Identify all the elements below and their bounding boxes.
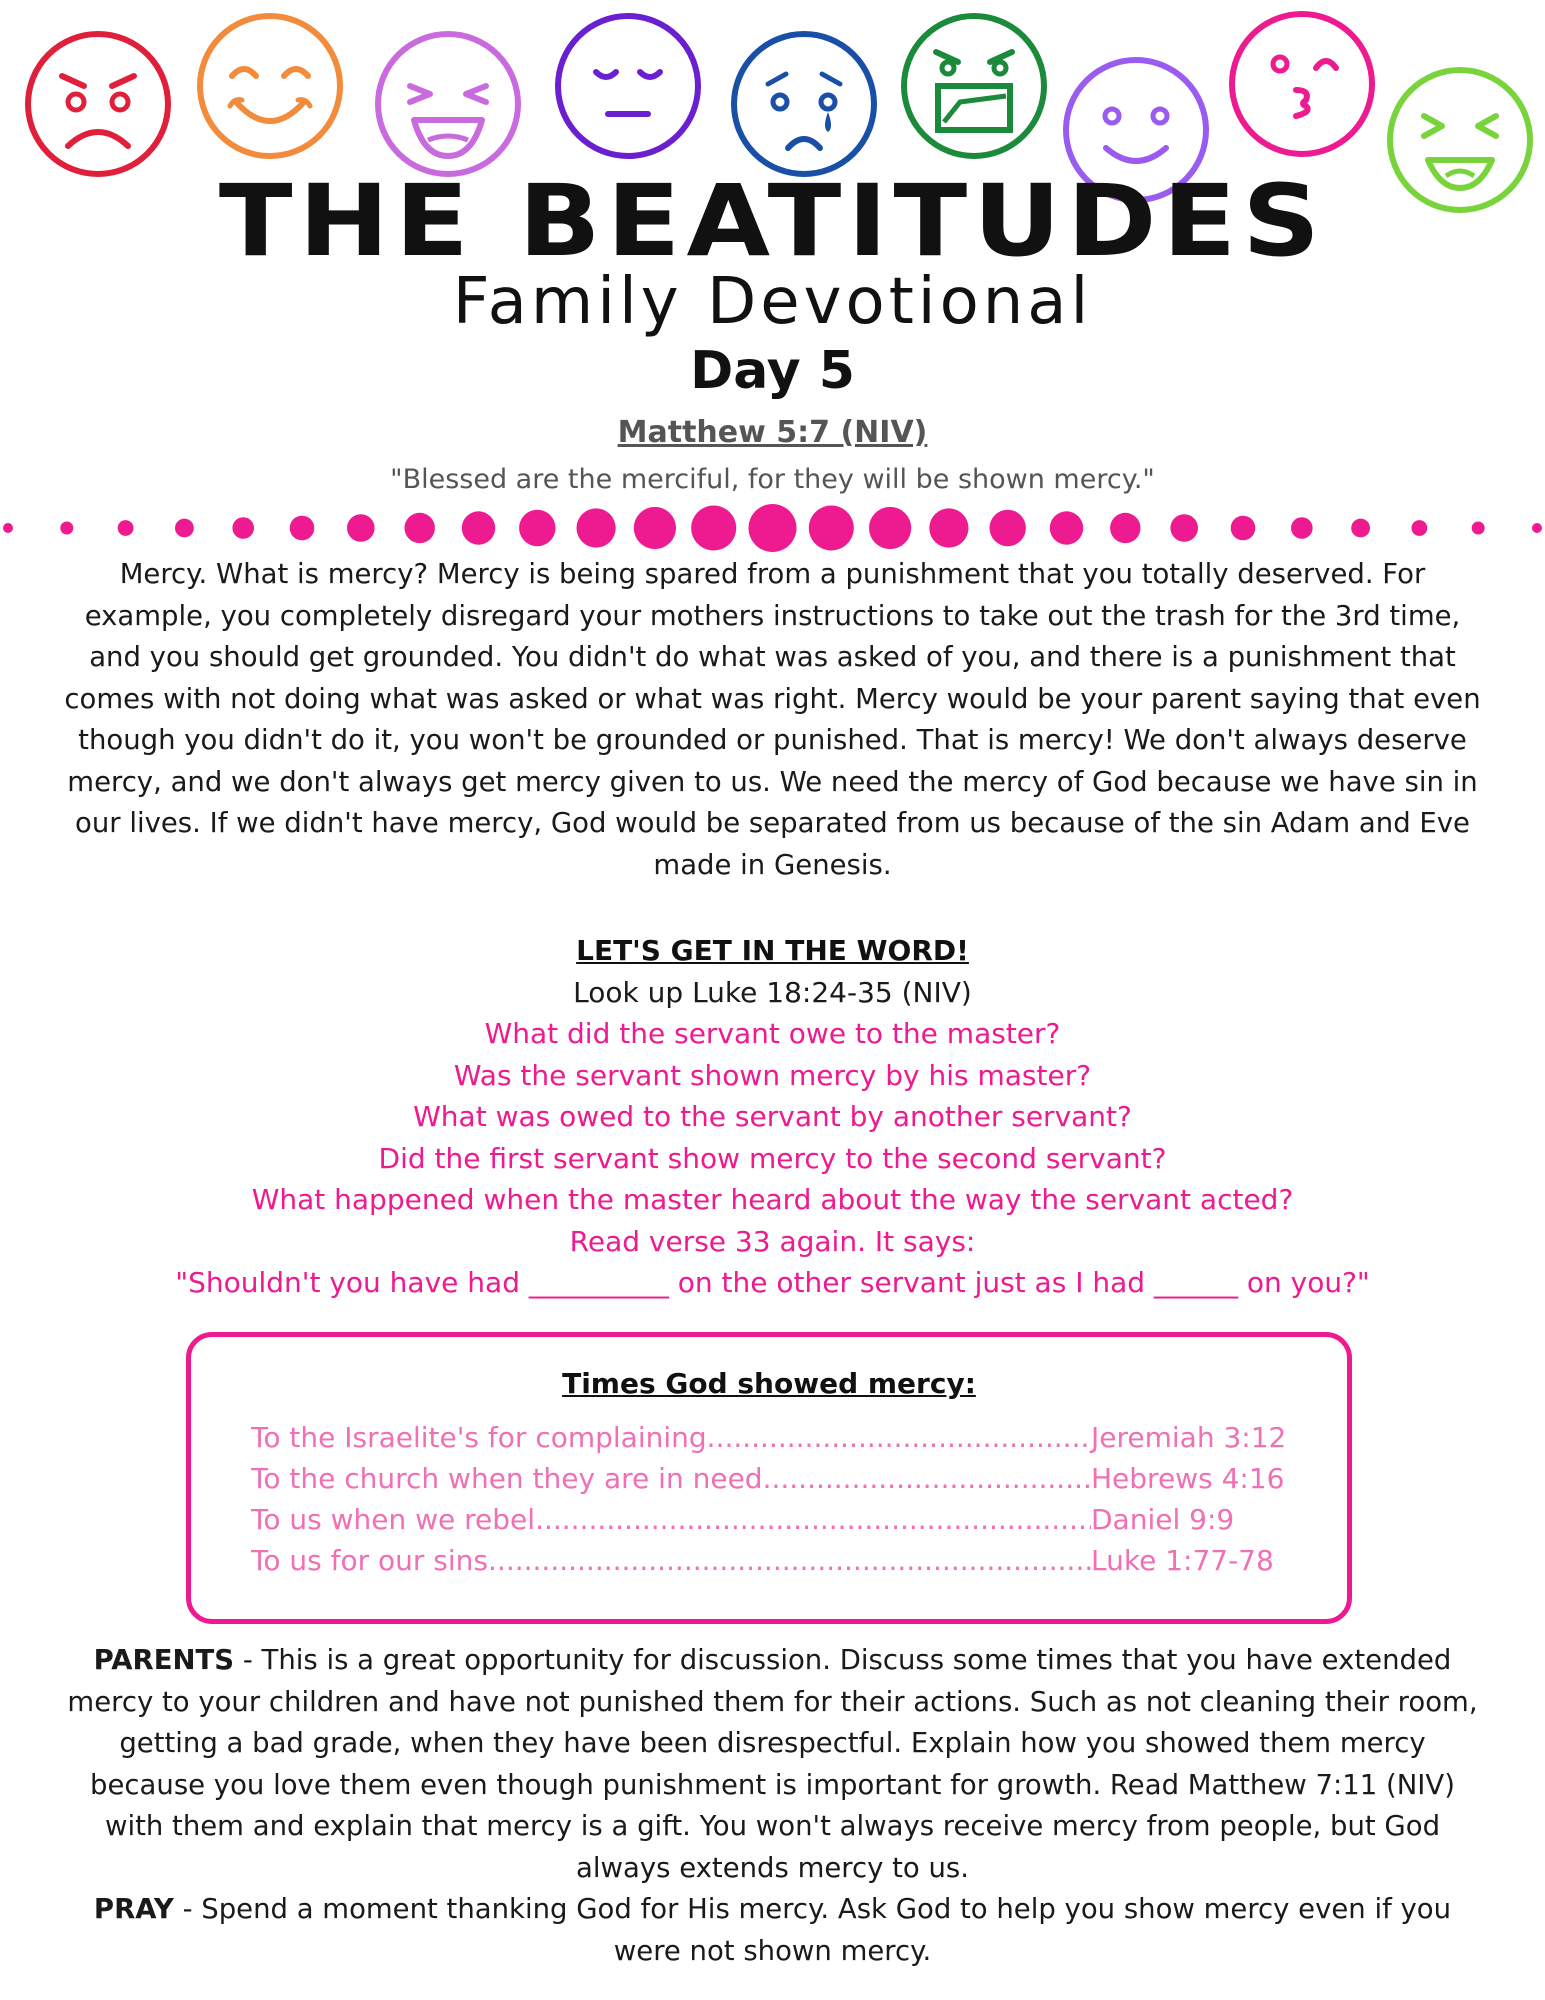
question-item: Was the servant shown mercy by his master? [453, 1058, 1092, 1092]
furious-face-icon [898, 10, 1050, 162]
page-subtitle: Family Devotional [452, 265, 1093, 339]
word-section-heading: LET'S GET IN THE WORD! [576, 934, 969, 967]
divider-dot [1412, 520, 1428, 536]
divider-dot [1351, 519, 1370, 538]
mercy-list-item [251, 1421, 1291, 1462]
mercy-list-item [251, 1544, 1291, 1585]
divider-dot [929, 508, 968, 547]
crying-face-icon [728, 28, 880, 180]
mercy-item-text: To us for our sins [251, 1544, 489, 1577]
question-item: What was owed to the servant by another servant? [413, 1100, 1132, 1133]
word-section [0, 930, 1545, 1304]
mercy-list-item [251, 1462, 1291, 1503]
divider-dot [1110, 513, 1140, 543]
divider-dot [290, 516, 315, 541]
mercy-item-reference: Daniel 9:9 [1091, 1503, 1235, 1536]
scripture-reference: Matthew 5:7 (NIV) [617, 415, 928, 450]
mercy-item-reference: Hebrews 4:16 [1091, 1462, 1285, 1495]
day-label: Day 5 [690, 341, 855, 401]
pray-label: PRAY [93, 1893, 174, 1925]
intro-paragraph: Mercy. What is mercy? Mercy is being spared from a punishment that you totally deserved. For example, you completely disregard your mothers instructions to take out the trash for the 3rd time, and you should get grounded. You didn't do what was asked of you, and there is a punishment that comes with not doing what was asked or what was right. Mercy would be your parent saying that even though you didn't do it, you won't be grounded or punished. That is mercy! We don't always deserve mercy, and we don't always get mercy given to us. We need the mercy of God because we have sin in our lives. If we didn't have mercy, God would be separated from us because of the sin Adam and Eve made in Genesis. [64, 558, 1481, 881]
question-item: "Shouldn't you have had __________ on the other servant just as I had ______ on you?" [175, 1266, 1370, 1299]
angry-face-icon [22, 28, 174, 180]
divider-dot [869, 507, 911, 549]
mercy-item-reference: Jeremiah 3:12 [1091, 1421, 1287, 1454]
question-item: Read verse 33 again. It says: [569, 1224, 976, 1258]
divider-dot [175, 519, 194, 538]
question-item: What happened when the master heard about the way the servant acted? [251, 1183, 1294, 1216]
question-item: Did the first servant show mercy to the second servant? [378, 1141, 1167, 1175]
parents-section [60, 1640, 1485, 1972]
divider-dot [990, 510, 1026, 546]
divider-dot [634, 507, 676, 549]
divider-dot [3, 523, 13, 533]
divider-dot [809, 506, 854, 551]
divider-dot [347, 514, 375, 542]
divider-dot [1291, 517, 1313, 539]
divider-dot [118, 520, 134, 536]
divider-dot [1050, 511, 1083, 544]
pray-text: - Spend a moment thanking God for His mercy. Ask God to help you show mercy even if you were not shown mercy. [173, 1893, 1452, 1967]
divider-dot [232, 517, 254, 539]
divider-dot [519, 510, 555, 546]
mercy-item-text: To the Israelite's for complaining [251, 1421, 707, 1454]
parents-label: PARENTS [93, 1644, 235, 1676]
divider-dot [1532, 523, 1542, 533]
mercy-box-heading: Times God showed mercy: [562, 1367, 976, 1400]
laughing-face-icon [372, 28, 524, 180]
divider-dot [577, 508, 616, 547]
divider-dot [60, 522, 73, 535]
mercy-list-item [251, 1503, 1291, 1544]
word-section-lookup: Look up Luke 18:24-35 (NIV) [573, 975, 972, 1009]
blissful-face-icon [194, 10, 346, 162]
page-title: THE BEATITUDES [218, 164, 1327, 280]
mercy-item-reference: Luke 1:77-78 [1091, 1544, 1274, 1577]
sad-face-icon [552, 10, 704, 162]
mercy-list [251, 1421, 1291, 1585]
mercy-box [186, 1332, 1352, 1624]
kissing-face-icon [1226, 8, 1378, 160]
mercy-item-text: To the church when they are in need [251, 1462, 763, 1495]
question-item: What did the servant owe to the master? [484, 1017, 1061, 1050]
scripture-quote: "Blessed are the merciful, for they will be shown mercy." [390, 464, 1155, 495]
divider-dot [462, 511, 495, 544]
emoji-faces-row [0, 0, 1545, 190]
divider-dot [1170, 514, 1198, 542]
divider-dot [749, 504, 797, 552]
dotted-divider [0, 500, 1545, 560]
divider-dot [691, 506, 736, 551]
parents-text: - This is a great opportunity for discussion. Discuss some times that you have extended mercy to your children and have not punished them for their actions. Such as not cleaning their room, getting a bad grade, when they have been disrespectful. Explain how you showed them mercy because you love them even though punishment is important for growth. Read Matthew 7:11 (NIV) with them and explain that mercy is a gift. You won't always receive mercy from people, but God always extends mercy to us. [67, 1644, 1478, 1884]
divider-dot [1472, 522, 1485, 535]
mercy-item-text: To us when we rebel [251, 1503, 536, 1536]
divider-dot [1231, 516, 1256, 541]
divider-dot [405, 513, 435, 543]
